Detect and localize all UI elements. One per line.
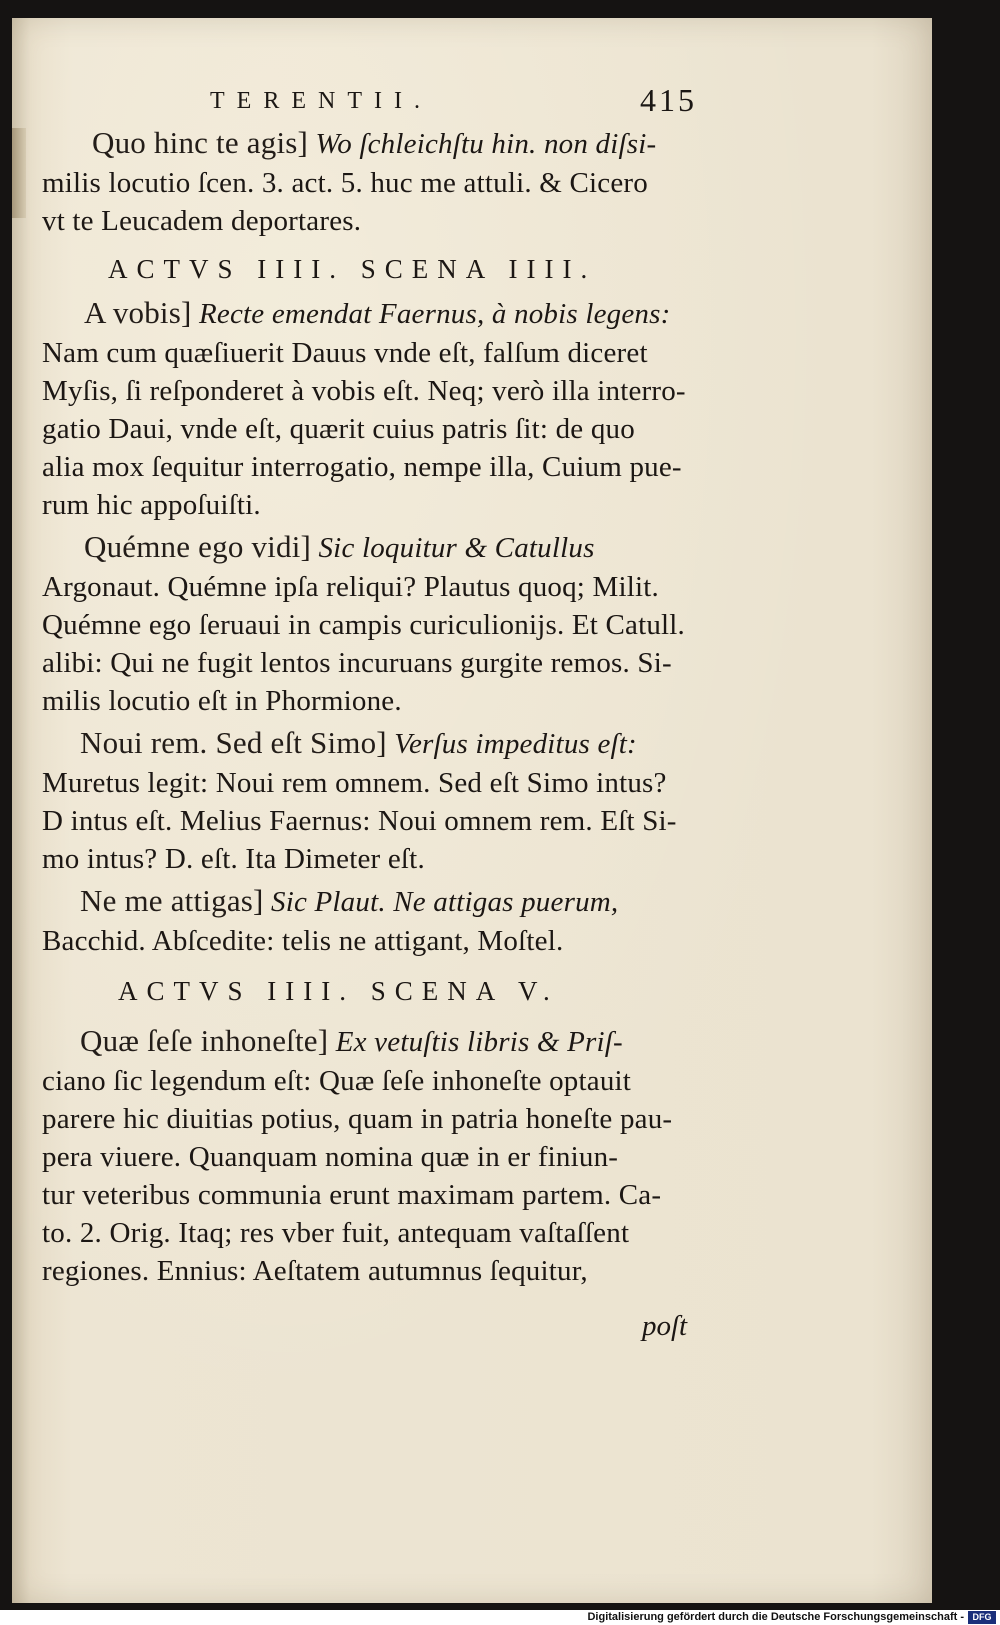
text-line: milis locutio eſt in Phormione. <box>42 685 402 717</box>
text-line: alia mox ſequitur interrogatio, nempe illa, Cuium pue- <box>42 451 682 483</box>
lemma: Ne me attigas] <box>80 883 264 918</box>
dfg-logo: DFG <box>968 1611 996 1624</box>
text-line: to. 2. Orig. Itaq; res vber fuit, antequam vaſtaſſent <box>42 1217 630 1249</box>
footer-bar <box>0 1610 1000 1625</box>
commentary-text: Recte emendat Faernus, à nobis legens: <box>198 298 671 330</box>
book-page <box>12 18 932 1603</box>
text-line: regiones. Ennius: Aeſtatem autumnus ſequitur, <box>42 1255 588 1287</box>
text-line: gatio Daui, vnde eſt, quærit cuius patris ſit: de quo <box>42 413 635 445</box>
text-line <box>80 884 618 919</box>
lemma: Quo hinc te agis] <box>92 125 309 160</box>
text-line: Quémne ego ſeruaui in campis curiculionijs. Et Catull. <box>42 609 686 641</box>
text-line <box>80 726 637 761</box>
text-line: Nam cum quæſiuerit Dauus vnde eſt, falſum diceret <box>42 337 648 369</box>
catchword: poſt <box>642 1310 688 1342</box>
act-heading: ACTVS IIII. SCENA V. <box>118 976 559 1006</box>
page-header <box>12 76 932 126</box>
lemma: Quémne ego vidi] <box>84 529 312 564</box>
text-line: ciano ſic legendum eſt: Quæ ſeſe inhoneſte optauit <box>42 1065 632 1097</box>
text-line: vt te Leucadem deportares. <box>42 205 362 237</box>
text-line <box>92 126 656 161</box>
text-line: pera viuere. Quanquam nomina quæ in er finiun- <box>42 1141 619 1173</box>
running-head: TERENTII. <box>210 88 432 114</box>
text-line: Bacchid. Abſcedite: telis ne attigant, Moſtel. <box>42 925 564 957</box>
commentary-text: Sic loquitur & Catullus <box>318 532 595 564</box>
text-line: alibi: Qui ne fugit lentos incuruans gurgite remos. Si- <box>42 647 672 679</box>
text-line <box>84 296 670 331</box>
text-line: tur veteribus communia erunt maximam partem. Ca- <box>42 1179 662 1211</box>
text-line: parere hic diuitias potius, quam in patria honeſte pau- <box>42 1103 673 1135</box>
text-line: Muretus legit: Noui rem omnem. Sed eſt Simo intus? <box>42 767 667 799</box>
text-line: rum hic appoſuiſti. <box>42 489 261 521</box>
commentary-text: Sic Plaut. Ne attigas puerum, <box>271 886 619 918</box>
funding-note: Digitalisierung gefördert durch die Deutsche Forschungsgemeinschaft - <box>587 1611 964 1623</box>
text-line: D intus eſt. Melius Faernus: Noui omnem rem. Eſt Si- <box>42 805 677 837</box>
lemma: Noui rem. Sed eſt Simo] <box>80 725 387 760</box>
text-line: milis locutio ſcen. 3. act. 5. huc me attuli. & Cicero <box>42 167 648 199</box>
text-line <box>84 530 595 565</box>
act-heading: ACTVS IIII. SCENA IIII. <box>108 254 597 284</box>
binding-shadow <box>12 128 26 218</box>
text-line: Argonaut. Quémne ipſa reliqui? Plautus quoq; Milit. <box>42 571 659 603</box>
lemma: Quæ ſeſe inhoneſte] <box>80 1023 329 1058</box>
text-line <box>80 1024 623 1059</box>
commentary-text: Wo ſchleichſtu hin. non diſsi- <box>315 128 657 160</box>
page-number: 415 <box>640 82 697 118</box>
lemma: A vobis] <box>84 295 192 330</box>
commentary-text: Verſus impeditus eſt: <box>394 728 637 760</box>
commentary-text: Ex vetuſtis libris & Priſ- <box>335 1026 623 1058</box>
text-line: mo intus? D. eſt. Ita Dimeter eſt. <box>42 843 425 875</box>
text-line: Myſis, ſi reſponderet à vobis eſt. Neq; verò illa interro- <box>42 375 686 407</box>
